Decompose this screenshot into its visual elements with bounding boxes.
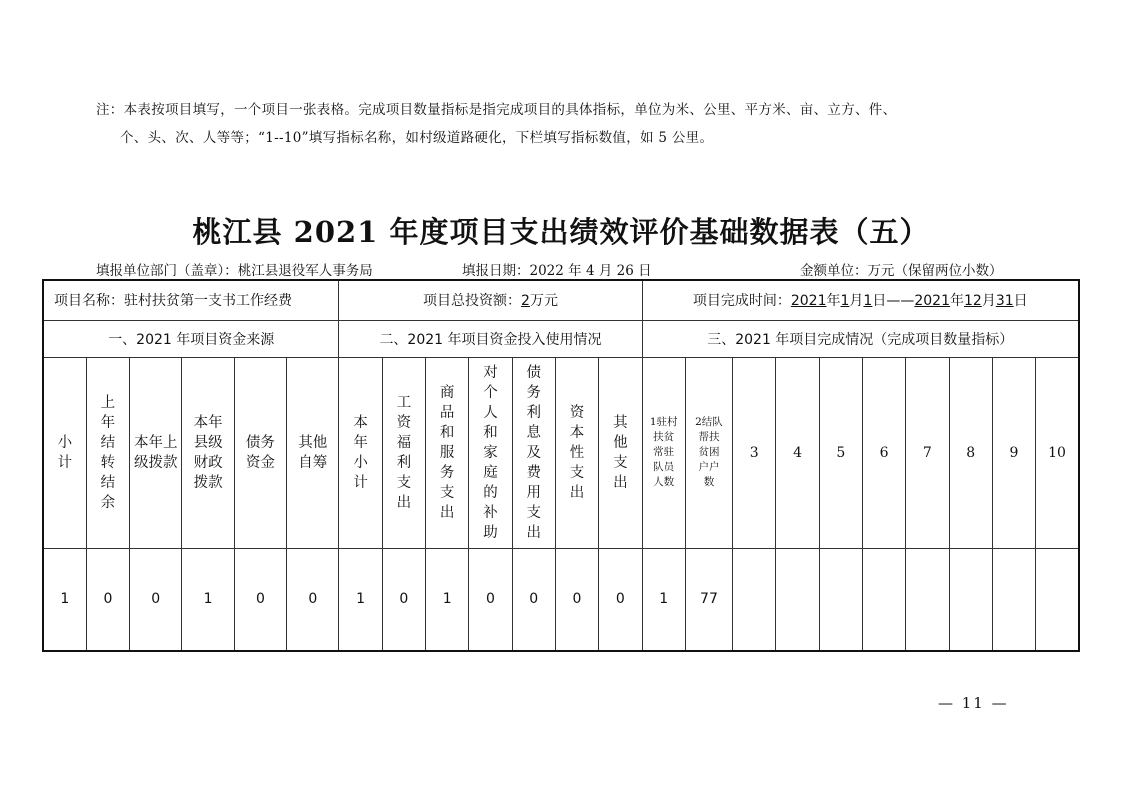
header-cell: 资本性支出 xyxy=(555,357,598,548)
section-fund-usage: 二、2021 年项目资金投入使用情况 xyxy=(339,320,642,357)
note-line-1: 注：本表按项目填写，一个项目一张表格。完成项目数量指标是指完成项目的具体指标，单位为米、公里、平方米、亩、立方、件、 xyxy=(96,102,897,118)
value-cell: 1 xyxy=(642,548,685,651)
section-fund-sources: 一、2021 年项目资金来源 xyxy=(43,320,339,357)
header-cell: 6 xyxy=(862,357,905,548)
value-cell xyxy=(776,548,819,651)
value-cell: 0 xyxy=(130,548,182,651)
value-cell: 77 xyxy=(685,548,732,651)
page-title: 桃江县 2021 年度项目支出绩效评价基础数据表（五） xyxy=(192,215,930,249)
header-cell: 7 xyxy=(906,357,949,548)
value-cell: 0 xyxy=(287,548,339,651)
header-cell: 3 xyxy=(733,357,776,548)
header-cell: 债务资金 xyxy=(234,357,286,548)
header-cell: 对个人和家庭的补助 xyxy=(469,357,512,548)
value-cell xyxy=(819,548,862,651)
header-cell: 工资福利支出 xyxy=(382,357,425,548)
value-cell xyxy=(862,548,905,651)
reporting-unit: 填报单位部门（盖章）：桃江县退役军人事务局 xyxy=(96,263,373,279)
data-table xyxy=(42,279,1080,652)
section-completion: 三、2021 年项目完成情况（完成项目数量指标） xyxy=(642,320,1079,357)
header-cell: 商品和服务支出 xyxy=(426,357,469,548)
value-cell: 0 xyxy=(555,548,598,651)
header-cell: 8 xyxy=(949,357,992,548)
project-name: 项目名称：驻村扶贫第一支书工作经费 xyxy=(43,280,339,320)
value-cell: 0 xyxy=(382,548,425,651)
page-number: — 11 — xyxy=(938,694,1009,712)
value-cell: 0 xyxy=(234,548,286,651)
header-cell: 本年小计 xyxy=(339,357,382,548)
value-cell xyxy=(949,548,992,651)
value-cell xyxy=(1036,548,1079,651)
header-cell: 5 xyxy=(819,357,862,548)
header-cell: 9 xyxy=(992,357,1035,548)
table-note xyxy=(96,96,1056,152)
header-cell: 上年结转结余 xyxy=(86,357,129,548)
value-cell: 1 xyxy=(43,548,86,651)
value-cell xyxy=(906,548,949,651)
value-cell: 0 xyxy=(469,548,512,651)
header-cell: 本年上级拨款 xyxy=(130,357,182,548)
reporting-date: 填报日期：2022 年 4 月 26 日 xyxy=(462,263,652,279)
header-cell: 其他自筹 xyxy=(287,357,339,548)
header-cell: 1驻村扶贫常驻队员人数 xyxy=(642,357,685,548)
value-cell: 1 xyxy=(426,548,469,651)
header-cell: 其他支出 xyxy=(599,357,642,548)
header-cell: 债务利息及费用支出 xyxy=(512,357,555,548)
value-cell: 1 xyxy=(182,548,234,651)
note-line-2: 个、头、次、人等等；“1--10”填写指标名称，如村级道路硬化，下栏填写指标数值，如 5 公里。 xyxy=(120,130,714,146)
value-cell: 0 xyxy=(599,548,642,651)
value-cell: 1 xyxy=(339,548,382,651)
header-cell: 10 xyxy=(1036,357,1079,548)
header-cell: 小计 xyxy=(43,357,86,548)
project-investment: 项目总投资额：2万元 xyxy=(339,280,642,320)
value-cell: 0 xyxy=(86,548,129,651)
value-cell xyxy=(733,548,776,651)
money-unit: 金额单位：万元（保留两位小数） xyxy=(800,263,1003,279)
header-cell: 本年县级财政拨款 xyxy=(182,357,234,548)
value-cell xyxy=(992,548,1035,651)
project-completion-time: 项目完成时间：2021年1月1日——2021年12月31日 xyxy=(642,280,1079,320)
header-cell: 4 xyxy=(776,357,819,548)
value-cell: 0 xyxy=(512,548,555,651)
header-cell: 2结队帮扶贫困户户数 xyxy=(685,357,732,548)
